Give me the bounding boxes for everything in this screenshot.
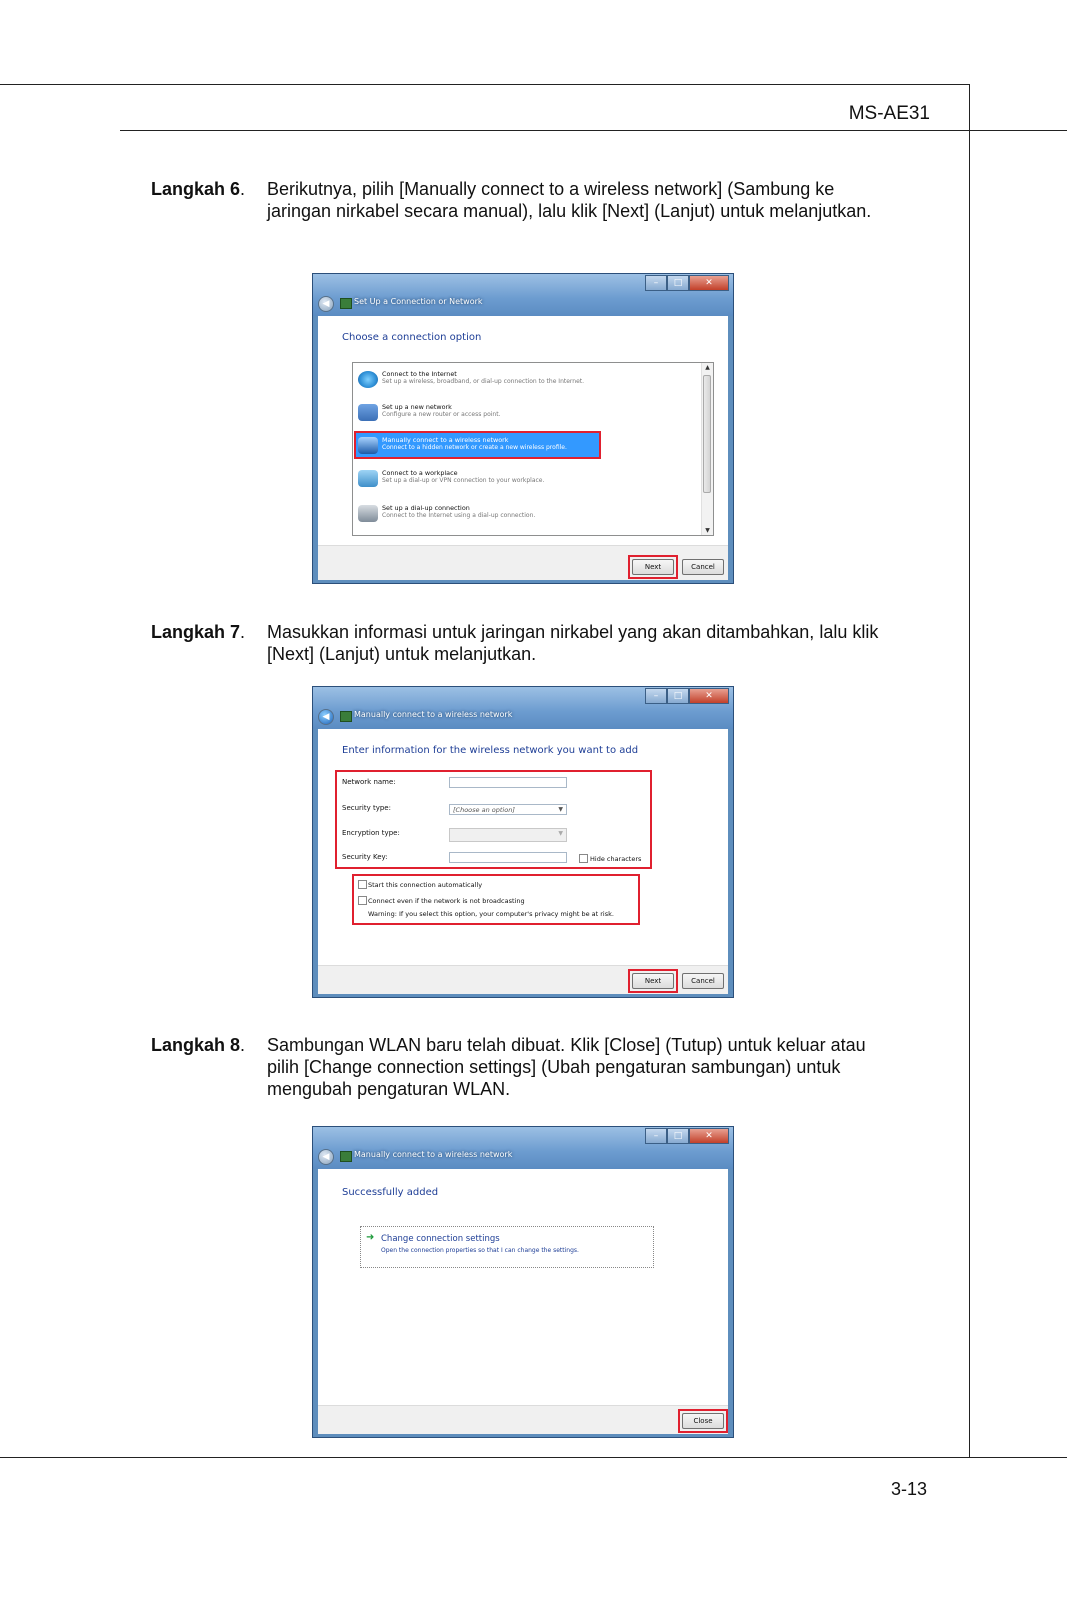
change-settings-link[interactable] — [360, 1226, 654, 1268]
bottom-rule — [0, 1457, 1067, 1458]
network-icon — [340, 1151, 352, 1162]
dialog-heading: Enter information for the wireless network you want to add — [342, 745, 639, 756]
right-rule — [969, 84, 970, 1457]
connect-even-checkbox[interactable] — [358, 896, 367, 905]
option-desc: Configure a new router or access point. — [382, 411, 501, 418]
network-icon — [340, 298, 352, 309]
step-text: Berikutnya, pilih [Manually connect to a wireless network] (Sambung ke jaringan nirkabel secara manual), lalu klik [Next] (Lanjut) untuk melanjutkan. — [267, 179, 872, 221]
scrollbar[interactable] — [701, 363, 713, 535]
next-button[interactable]: Next — [632, 973, 674, 989]
option-workplace[interactable] — [355, 464, 599, 492]
scroll-up-icon[interactable]: ▲ — [705, 364, 710, 371]
network-name-label: Network name: — [342, 778, 396, 786]
back-button[interactable]: ◀ — [318, 709, 334, 725]
encryption-type-label: Encryption type: — [342, 829, 400, 837]
dialog-footer — [318, 1405, 728, 1434]
dialog-heading: Choose a connection option — [342, 332, 482, 343]
close-window-button[interactable]: ✕ — [689, 688, 729, 704]
window-title: Manually connect to a wireless network — [354, 1150, 513, 1159]
window-controls — [645, 275, 729, 291]
option-desc: Set up a dial-up or VPN connection to your workplace. — [382, 477, 545, 484]
window-title: Manually connect to a wireless network — [354, 710, 513, 719]
highlight-box — [628, 969, 678, 993]
maximize-button[interactable]: □ — [667, 688, 689, 704]
hide-characters-checkbox[interactable] — [579, 854, 588, 863]
option-new-network[interactable] — [355, 398, 599, 426]
security-key-label: Security Key: — [342, 853, 388, 861]
start-auto-checkbox[interactable] — [358, 880, 367, 889]
connection-option-list[interactable] — [352, 362, 714, 536]
window-title: Set Up a Connection or Network — [354, 297, 483, 306]
minimize-button[interactable]: – — [645, 1128, 667, 1144]
step-8: Langkah 8. Sambungan WLAN baru telah dibuat. Klik [Close] (Tutup) untuk keluar atau pilih [Change connection settings] (Ubah pengaturan sambungan) untuk mengubah pengaturan WLAN. — [151, 1034, 245, 1056]
step-text: Masukkan informasi untuk jaringan nirkabel yang akan ditambahkan, lalu klik [Next] (Lanjut) untuk melanjutkan. — [267, 622, 879, 664]
top-rule — [0, 84, 970, 85]
connect-even-label: Connect even if the network is not broadcasting — [368, 897, 525, 905]
encryption-type-select[interactable] — [449, 828, 567, 842]
close-window-button[interactable]: ✕ — [689, 275, 729, 291]
arrow-right-icon: ➜ — [366, 1232, 375, 1243]
dialog-body — [318, 1169, 728, 1405]
model-label: MS-AE31 — [848, 103, 930, 124]
network-name-input[interactable] — [449, 777, 567, 788]
privacy-warning: Warning: If you select this option, your computer's privacy might be at risk. — [368, 910, 614, 918]
window-controls — [645, 1128, 729, 1144]
chevron-down-icon: ▼ — [558, 806, 563, 813]
option-title: Manually connect to a wireless network — [382, 436, 509, 444]
selected-value: [Choose an option] — [453, 806, 515, 814]
workplace-icon — [358, 470, 378, 487]
option-desc: Connect to a hidden network or create a new wireless profile. — [382, 444, 567, 451]
close-window-button[interactable]: ✕ — [689, 1128, 729, 1144]
maximize-button[interactable]: □ — [667, 275, 689, 291]
option-title: Connect to a workplace — [382, 469, 458, 477]
globe-icon — [358, 371, 378, 388]
chevron-down-icon: ▼ — [558, 830, 563, 837]
minimize-button[interactable]: – — [645, 688, 667, 704]
highlight-box — [628, 555, 678, 579]
network-icon — [340, 711, 352, 722]
window-controls — [645, 688, 729, 704]
link-desc: Open the connection properties so that I can change the settings. — [381, 1247, 579, 1254]
back-button[interactable]: ◀ — [318, 1149, 334, 1165]
highlight-box — [678, 1409, 728, 1433]
cancel-button[interactable]: Cancel — [682, 973, 724, 989]
step-6: Langkah 6. Berikutnya, pilih [Manually connect to a wireless network] (Sambung ke jaringan nirkabel secara manual), lalu klik [Next] (Lanjut) untuk melanjutkan. — [151, 178, 245, 200]
highlight-box — [354, 431, 601, 459]
dialog-body — [318, 729, 728, 965]
step-label: Langkah 7 — [151, 622, 241, 642]
dialog-body — [318, 316, 728, 545]
step-7: Langkah 7. Masukkan informasi untuk jaringan nirkabel yang akan ditambahkan, lalu klik [Next] (Lanjut) untuk melanjutkan. — [151, 621, 245, 643]
close-button[interactable]: Close — [682, 1413, 724, 1429]
dialog-setup-connection — [312, 273, 734, 584]
option-desc: Connect to the Internet using a dial-up connection. — [382, 512, 536, 519]
next-button[interactable]: Next — [632, 559, 674, 575]
dialog-manual-wireless — [312, 686, 734, 998]
option-title: Connect to the Internet — [382, 370, 457, 378]
scroll-thumb[interactable] — [703, 375, 711, 493]
dialog-successfully-added — [312, 1126, 734, 1438]
option-dial-up[interactable] — [355, 499, 599, 527]
hide-characters-label: Hide characters — [590, 855, 642, 863]
link-title: Change connection settings — [381, 1234, 500, 1244]
start-auto-label: Start this connection automatically — [368, 881, 483, 889]
security-key-input[interactable] — [449, 852, 567, 863]
step-text: Sambungan WLAN baru telah dibuat. Klik [Close] (Tutup) untuk keluar atau pilih [Change connection settings] (Ubah pengaturan sambungan) untuk mengubah pengaturan WLAN. — [267, 1035, 866, 1099]
scroll-down-icon[interactable]: ▼ — [705, 527, 710, 534]
step-label: Langkah 8 — [151, 1035, 241, 1055]
option-desc: Set up a wireless, broadband, or dial-up connection to the Internet. — [382, 378, 585, 385]
router-icon — [358, 404, 378, 421]
security-type-select[interactable] — [449, 804, 567, 815]
phone-icon — [358, 505, 378, 522]
dialog-heading: Successfully added — [342, 1187, 439, 1198]
option-title: Set up a dial-up connection — [382, 504, 470, 512]
dialog-footer — [318, 965, 728, 994]
back-button[interactable]: ◀ — [318, 296, 334, 312]
cancel-button[interactable]: Cancel — [682, 559, 724, 575]
minimize-button[interactable]: – — [645, 275, 667, 291]
security-type-label: Security type: — [342, 804, 391, 812]
dialog-footer — [318, 545, 728, 580]
header-rule — [120, 130, 1067, 131]
page-number: 3-13 — [890, 1479, 927, 1499]
option-title: Set up a new network — [382, 403, 452, 411]
step-label: Langkah 6 — [151, 179, 241, 199]
maximize-button[interactable]: □ — [667, 1128, 689, 1144]
option-connect-internet[interactable] — [355, 365, 599, 393]
